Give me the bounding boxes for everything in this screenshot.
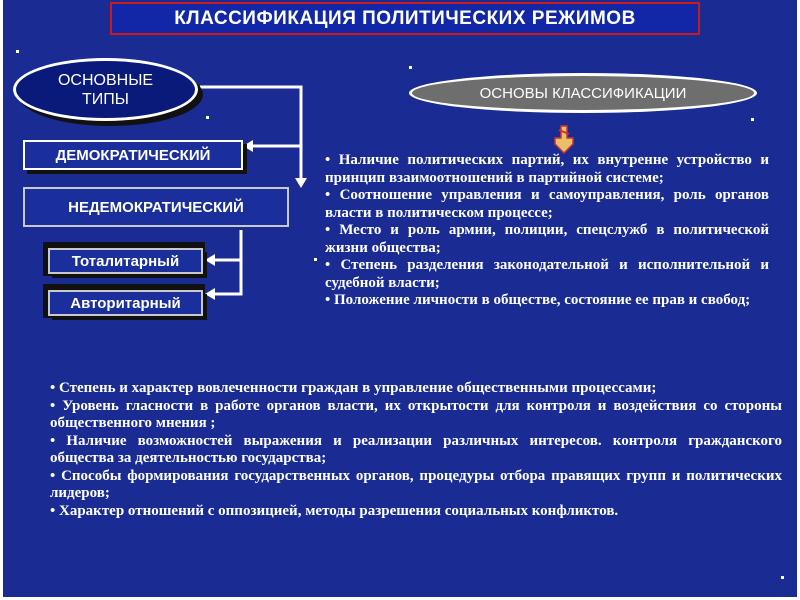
list-item: • Наличие политических партий, их внутренне устройство и принцип взаимоотношений в партийной системе; — [325, 152, 769, 186]
list-item: • Место и роль армии, полиции, спецслужб в политической жизни общества; — [325, 222, 769, 256]
democratic-box: ДЕМОКРАТИЧЕСКИЙ — [23, 140, 243, 170]
list-item: • Уровень гласности в работе органов власти, их открытости для контроля и воздействия со стороны общественного мнения ; — [50, 397, 782, 431]
slide-title: КЛАССИФИКАЦИЯ ПОЛИТИЧЕСКИХ РЕЖИМОВ — [110, 2, 700, 35]
connector-to-authoritarian — [215, 230, 241, 294]
arrow-left-icon — [243, 140, 253, 152]
list-item: • Характер отношений с оппозицией, методы разрешения социальных конфликтов. — [50, 502, 619, 519]
bottom-criteria-list — [50, 380, 782, 520]
pointing-hand-icon — [551, 124, 577, 154]
classification-basis-oval: ОСНОВЫ КЛАССИФИКАЦИИ — [409, 73, 757, 113]
list-item: • Наличие возможностей выражения и реализации различных интересов. контроля гражданского общества за деятельностью государства; — [50, 432, 782, 466]
main-types-oval — [13, 58, 198, 121]
nondemocratic-box: НЕДЕМОКРАТИЧЕСКИЙ — [23, 187, 289, 227]
list-item: • Соотношение управления и самоуправления, роль органов власти в политическом процессе; — [325, 187, 769, 221]
main-types-line1: ОСНОВНЫЕ — [57, 71, 154, 89]
totalitarian-box: Тоталитарный — [48, 248, 203, 274]
list-item: • Степень и характер вовлеченности граждан в управление общественными процессами; — [50, 380, 657, 396]
slide — [3, 0, 797, 597]
list-item: • Положение личности в обществе, состояние ее прав и свобод; — [325, 292, 751, 308]
arrow-left-icon — [205, 254, 215, 266]
arrow-left-icon — [205, 288, 215, 300]
right-criteria-list — [325, 152, 769, 310]
arrow-down-icon — [295, 178, 307, 188]
authoritarian-box: Авторитарный — [48, 290, 203, 316]
list-item: • Степень разделения законодательной и исполнительной и судебной власти; — [325, 257, 769, 291]
list-item: • Способы формирования государственных органов, процедуры отбора правящих групп и политических лидеров; — [50, 467, 782, 501]
main-types-line2: ТИПЫ — [82, 90, 129, 108]
